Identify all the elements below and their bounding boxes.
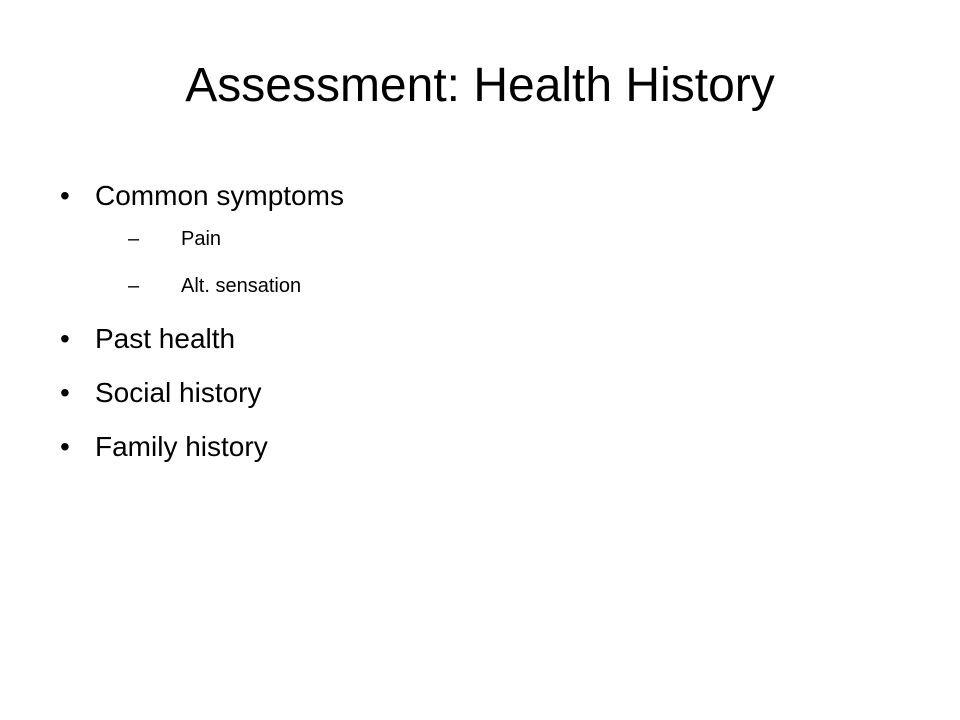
bullet-item-common-symptoms: [60, 176, 900, 301]
dash-icon: –: [128, 228, 140, 250]
bullet-item-family-history: [60, 427, 900, 467]
bullet-item-past-health: [60, 319, 900, 359]
dash-icon: –: [128, 275, 140, 297]
bullet-icon: •: [60, 323, 70, 354]
bullet-list: [60, 176, 900, 467]
bullet-item-social-history: [60, 373, 900, 413]
bullet-label: Common symptoms: [95, 180, 344, 211]
slide-content: [60, 176, 900, 481]
slide-title: Assessment: Health History: [185, 59, 775, 112]
sub-item-pain: [128, 224, 900, 254]
bullet-icon: •: [60, 431, 70, 462]
bullet-icon: •: [60, 180, 70, 211]
bullet-label: Social history: [95, 377, 262, 408]
sub-item-label: Alt. sensation: [181, 275, 302, 297]
sub-list: [95, 224, 900, 301]
sub-item-alt-sensation: [128, 271, 900, 301]
bullet-label: Family history: [95, 431, 268, 462]
bullet-icon: •: [60, 377, 70, 408]
bullet-label: Past health: [95, 323, 236, 354]
sub-item-label: Pain: [181, 228, 222, 250]
